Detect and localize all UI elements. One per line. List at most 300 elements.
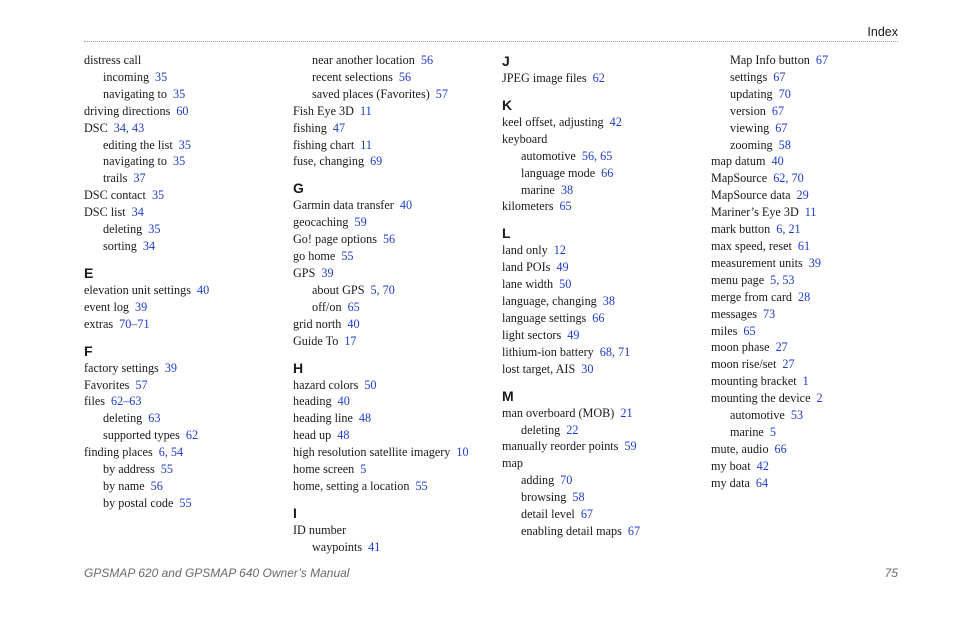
index-term: distress call: [84, 53, 142, 67]
index-entry: [84, 282, 284, 299]
index-term: sorting: [103, 238, 137, 253]
page-reference-link[interactable]: 35: [172, 86, 186, 101]
index-term: about GPS: [312, 282, 365, 297]
index-entry: [502, 242, 702, 259]
page-reference-link[interactable]: 27: [775, 340, 788, 355]
page-reference-link[interactable]: 62: [592, 71, 605, 85]
index-term: map datum: [711, 154, 766, 169]
index-entry: [502, 327, 702, 344]
page-reference-link[interactable]: 62, 70: [773, 171, 804, 186]
page-reference-link[interactable]: 30: [581, 361, 594, 376]
index-subentry: [84, 153, 284, 170]
page-reference-link[interactable]: 67: [627, 523, 641, 538]
page-reference-link[interactable]: 62: [185, 428, 199, 443]
index-term: fishing: [293, 120, 327, 135]
page-reference-link[interactable]: 56: [150, 478, 163, 493]
index-term: navigating to: [103, 154, 167, 169]
index-term: deleting: [103, 411, 143, 426]
page-number: 75: [884, 566, 898, 580]
index-entry: [84, 299, 284, 316]
page-reference-link[interactable]: 39: [321, 265, 334, 280]
index-entry: [711, 238, 911, 255]
index-entry: [711, 373, 911, 390]
page-reference-link[interactable]: 67: [580, 507, 593, 522]
page-reference-link[interactable]: 55: [160, 462, 173, 477]
index-term: navigating to: [103, 86, 167, 101]
index-entry: [502, 259, 702, 276]
section-letter-heading: G: [293, 180, 304, 197]
page-reference-link[interactable]: 67: [775, 120, 788, 135]
index-entry: [711, 153, 911, 170]
index-entry: [502, 131, 702, 148]
index-term: Go! page options: [293, 232, 377, 247]
index-term: merge from card: [711, 289, 792, 304]
index-term: kilometers: [502, 199, 554, 214]
page-reference-link[interactable]: 34: [131, 205, 144, 220]
index-term: updating: [730, 86, 773, 101]
index-term: DSC contact: [84, 188, 146, 203]
page-reference-link[interactable]: 55: [179, 495, 192, 510]
index-entry: [502, 276, 702, 293]
index-term: GPS: [293, 265, 316, 280]
index-term: DSC: [84, 120, 108, 135]
index-subentry: [711, 69, 911, 86]
index-term: near another location: [312, 53, 415, 67]
page-reference-link[interactable]: 10: [456, 445, 469, 460]
page-reference-link[interactable]: 55: [415, 478, 428, 493]
index-term: language mode: [521, 165, 596, 180]
index-subentry: [84, 170, 284, 187]
index-entry: [711, 475, 911, 492]
page-reference-link[interactable]: 67: [815, 53, 829, 67]
index-entry: [293, 444, 493, 461]
index-term: mounting the device: [711, 391, 811, 406]
index-entry: [84, 360, 284, 377]
page-reference-link[interactable]: 70: [560, 473, 573, 488]
page-reference-link[interactable]: 59: [624, 439, 637, 454]
index-entry: [293, 231, 493, 248]
page-reference-link[interactable]: 64: [755, 475, 769, 490]
page-reference-link[interactable]: 35: [155, 69, 168, 84]
index-term: recent selections: [312, 69, 393, 84]
index-term: zooming: [730, 137, 773, 152]
index-term: automotive: [521, 148, 576, 163]
index-entry: [293, 478, 493, 495]
index-subentry: [293, 299, 493, 316]
index-entry: [293, 214, 493, 231]
page-reference-link[interactable]: 40: [771, 154, 784, 169]
page-reference-link[interactable]: 65: [559, 199, 572, 214]
page-reference-link[interactable]: 11: [360, 137, 373, 152]
index-term: light sectors: [502, 327, 562, 342]
index-term: by name: [103, 478, 145, 493]
page-reference-link[interactable]: 56, 65: [581, 148, 613, 163]
page-reference-link[interactable]: 35: [172, 154, 186, 169]
index-subentry: [293, 69, 493, 86]
index-term: language, changing: [502, 294, 597, 309]
index-subentry: [84, 137, 284, 154]
index-term: mounting bracket: [711, 374, 797, 389]
index-term: factory settings: [84, 360, 159, 375]
index-entry: [502, 361, 702, 378]
index-term: grid north: [293, 316, 342, 331]
index-entry: [711, 221, 911, 238]
index-subentry: [502, 523, 702, 540]
index-subentry: [711, 120, 911, 137]
index-entry: [293, 427, 493, 444]
page-reference-link[interactable]: 35: [151, 188, 165, 203]
section-letter-heading: H: [293, 359, 304, 376]
index-entry: [502, 405, 702, 422]
index-entry: [84, 103, 284, 120]
index-subentry: [293, 282, 493, 299]
page-reference-link[interactable]: 39: [135, 299, 148, 314]
index-entry: [711, 306, 911, 323]
index-term: Garmin data transfer: [293, 198, 394, 213]
index-subentry: [502, 506, 702, 523]
index-term: home, setting a location: [293, 478, 410, 493]
index-subentry: [711, 103, 911, 120]
index-subentry: [502, 422, 702, 439]
index-entry: [711, 272, 911, 289]
index-entry: [711, 458, 911, 475]
index-entry: [502, 198, 702, 215]
page-reference-link[interactable]: 42: [609, 114, 622, 129]
page-reference-link[interactable]: 70–71: [119, 316, 150, 331]
index-entry: [711, 289, 911, 306]
page-reference-link[interactable]: 49: [556, 260, 569, 275]
section-letter-heading: L: [502, 225, 511, 242]
index-subentry: [84, 461, 284, 478]
page-reference-link[interactable]: 2: [816, 391, 823, 406]
page-reference-link[interactable]: 53: [790, 408, 804, 423]
index-term: incoming: [103, 69, 150, 84]
index-term: settings: [730, 69, 768, 84]
page-reference-link[interactable]: 48: [337, 428, 350, 443]
page-reference-link[interactable]: 29: [796, 188, 809, 203]
page-reference-link[interactable]: 38: [560, 182, 574, 197]
index-term: mute, audio: [711, 441, 769, 456]
page-reference-link[interactable]: 40: [337, 394, 350, 409]
index-term: miles: [711, 323, 738, 338]
index-subentry: [711, 52, 911, 69]
page-reference-link[interactable]: 6, 54: [158, 445, 184, 460]
index-entry: [711, 390, 911, 407]
page-reference-link[interactable]: 65: [743, 323, 756, 338]
index-subentry: [293, 52, 493, 69]
header-divider: [84, 41, 898, 42]
page-reference-link[interactable]: 35: [178, 137, 191, 152]
section-letter-heading: M: [502, 387, 514, 404]
page-reference-link[interactable]: 40: [347, 316, 360, 331]
index-term: MapSource data: [711, 188, 791, 203]
index-entry: [711, 170, 911, 187]
index-entry: [293, 410, 493, 427]
page-reference-link[interactable]: 70: [778, 86, 791, 101]
index-term: editing the list: [103, 137, 173, 152]
page-reference-link[interactable]: 73: [763, 306, 776, 321]
section-letter-heading: J: [502, 53, 510, 69]
index-term: by postal code: [103, 495, 174, 510]
index-term: supported types: [103, 428, 180, 443]
index-entry: [293, 197, 493, 214]
index-entry: [711, 323, 911, 340]
index-entry: [711, 187, 911, 204]
index-term: saved places (Favorites): [312, 86, 430, 101]
index-term: heading line: [293, 411, 353, 426]
index-entry: [293, 461, 493, 478]
index-entry: [293, 265, 493, 282]
section-letter-heading: F: [84, 342, 93, 359]
page-reference-link[interactable]: 48: [358, 411, 372, 426]
index-term: my boat: [711, 458, 751, 473]
index-subentry: [84, 478, 284, 495]
index-term: manually reorder points: [502, 439, 619, 454]
page-reference-link[interactable]: 63: [148, 411, 161, 426]
page-reference-link[interactable]: 56: [382, 232, 396, 247]
index-term: measurement units: [711, 255, 803, 270]
index-subentry: [293, 86, 493, 103]
page-reference-link[interactable]: 50: [364, 377, 377, 392]
index-term: files: [84, 394, 105, 409]
page-reference-link[interactable]: 5: [360, 462, 367, 477]
index-term: high resolution satellite imagery: [293, 445, 451, 460]
index-subentry: [502, 182, 702, 199]
page-reference-link[interactable]: 50: [559, 277, 572, 292]
manual-title: GPSMAP 620 and GPSMAP 640 Owner’s Manual: [84, 566, 350, 580]
index-entry: [293, 248, 493, 265]
page-reference-link[interactable]: 42: [756, 458, 769, 473]
index-term: browsing: [521, 490, 567, 505]
page-reference-link[interactable]: 47: [332, 120, 346, 135]
page-reference-link[interactable]: 67: [771, 103, 785, 118]
page-reference-link[interactable]: 56: [420, 53, 434, 67]
index-subentry: [84, 238, 284, 255]
index-term: deleting: [521, 422, 561, 437]
index-entry: [84, 187, 284, 204]
page-reference-link[interactable]: 66: [774, 441, 787, 456]
index-term: keel offset, adjusting: [502, 114, 604, 129]
page-reference-link[interactable]: 5, 70: [370, 282, 395, 297]
page-reference-link[interactable]: 6, 21: [776, 222, 801, 237]
index-entry: [84, 316, 284, 333]
index-term: lost target, AIS: [502, 361, 576, 376]
index-term: map: [502, 456, 523, 471]
index-term: finding places: [84, 445, 153, 460]
index-column-2: [293, 52, 493, 556]
index-entry: [84, 377, 284, 394]
page-reference-link[interactable]: 58: [778, 137, 791, 152]
index-entry: [84, 444, 284, 461]
page-reference-link[interactable]: 37: [133, 171, 146, 186]
index-subentry: [502, 472, 702, 489]
index-term: language settings: [502, 310, 587, 325]
section-letter-heading: K: [502, 96, 513, 113]
index-term: Fish Eye 3D: [293, 103, 354, 118]
index-term: mark button: [711, 222, 771, 237]
index-subentry: [84, 221, 284, 238]
index-entry: [293, 120, 493, 137]
page-reference-link[interactable]: 38: [602, 294, 615, 309]
page-reference-link[interactable]: 40: [196, 282, 210, 297]
index-term: extras: [84, 316, 114, 331]
index-term: elevation unit settings: [84, 282, 191, 297]
index-subentry: [502, 148, 702, 165]
page-reference-link[interactable]: 5, 53: [770, 272, 795, 287]
index-term: menu page: [711, 272, 765, 287]
index-entry: [502, 310, 702, 327]
index-term: driving directions: [84, 103, 171, 118]
index-entry: [711, 339, 911, 356]
index-term: marine: [730, 424, 764, 439]
index-subentry: [711, 424, 911, 441]
index-term: version: [730, 103, 766, 118]
page-reference-link[interactable]: 55: [341, 249, 354, 264]
section-letter-heading: E: [84, 264, 94, 281]
page-reference-link[interactable]: 5: [769, 424, 776, 439]
index-entry: [502, 70, 702, 87]
index-term: deleting: [103, 222, 143, 237]
page-reference-link[interactable]: 21: [620, 405, 633, 420]
index-term: keyboard: [502, 131, 548, 146]
index-term: head up: [293, 428, 332, 443]
index-term: detail level: [521, 507, 575, 522]
page-reference-link[interactable]: 41: [368, 539, 381, 554]
index-term: DSC list: [84, 205, 126, 220]
index-term: home screen: [293, 462, 355, 477]
index-term: event log: [84, 299, 130, 314]
index-entry: [502, 455, 702, 472]
index-subentry: [711, 86, 911, 103]
section-label: Index: [867, 25, 898, 39]
index-entry: [502, 344, 702, 361]
index-entry: [84, 120, 284, 137]
index-term: hazard colors: [293, 377, 359, 392]
index-term: by address: [103, 462, 155, 477]
index-term: moon phase: [711, 340, 770, 355]
index-entry: [84, 204, 284, 221]
index-subentry: [711, 137, 911, 154]
index-entry: [711, 204, 911, 221]
page-reference-link[interactable]: 34, 43: [113, 120, 145, 135]
index-term: go home: [293, 249, 336, 264]
index-term: marine: [521, 182, 555, 197]
page-reference-link[interactable]: 40: [399, 198, 413, 213]
page-reference-link[interactable]: 69: [370, 154, 383, 169]
index-subentry: [84, 495, 284, 512]
page-reference-link[interactable]: 65: [347, 299, 360, 314]
index-term: enabling detail maps: [521, 523, 622, 538]
page-reference-link[interactable]: 61: [797, 238, 811, 253]
page-reference-link[interactable]: 35: [148, 222, 161, 237]
index-entry: [84, 393, 284, 410]
page-reference-link[interactable]: 11: [804, 205, 817, 220]
page-reference-link[interactable]: 49: [567, 327, 580, 342]
section-letter-heading: I: [293, 504, 297, 521]
index-entry: [502, 438, 702, 455]
index-subentry: [711, 407, 911, 424]
page-reference-link[interactable]: 39: [164, 360, 177, 375]
index-term: land POIs: [502, 260, 551, 275]
index-term: max speed, reset: [711, 238, 792, 253]
index-entry: [711, 356, 911, 373]
index-column-1: [84, 52, 284, 512]
index-term: viewing: [730, 120, 770, 135]
index-term: messages: [711, 306, 758, 321]
page-reference-link[interactable]: 1: [802, 374, 809, 389]
index-term: geocaching: [293, 215, 349, 230]
index-subentry: [293, 539, 493, 556]
index-term: Map Info button: [730, 53, 810, 67]
page-reference-link[interactable]: 17: [344, 333, 357, 348]
page-reference-link[interactable]: 28: [798, 289, 811, 304]
index-term: lithium-ion battery: [502, 344, 594, 359]
index-entry: [293, 316, 493, 333]
index-term: ID number: [293, 522, 347, 537]
page-reference-link[interactable]: 57: [435, 86, 448, 101]
index-term: moon rise/set: [711, 357, 777, 372]
page-reference-link[interactable]: 58: [572, 490, 585, 505]
index-term: fuse, changing: [293, 154, 365, 169]
page-reference-link[interactable]: 56: [398, 69, 412, 84]
index-subentry: [502, 165, 702, 182]
index-term: heading: [293, 394, 332, 409]
page-reference-link[interactable]: 34: [142, 238, 156, 253]
index-entry: [84, 52, 284, 69]
index-term: Favorites: [84, 377, 130, 392]
index-subentry: [84, 427, 284, 444]
page-reference-link[interactable]: 39: [808, 255, 821, 270]
index-column-4: [711, 52, 911, 492]
page-reference-link[interactable]: 27: [782, 357, 795, 372]
page-reference-link[interactable]: 66: [592, 310, 605, 325]
index-term: my data: [711, 475, 750, 490]
index-entry: [293, 153, 493, 170]
page-reference-link[interactable]: 11: [359, 103, 372, 118]
index-term: Guide To: [293, 333, 339, 348]
page-reference-link[interactable]: 22: [566, 422, 579, 437]
index-entry: [502, 293, 702, 310]
index-term: waypoints: [312, 539, 363, 554]
index-term: Mariner’s Eye 3D: [711, 205, 799, 220]
index-entry: [711, 255, 911, 272]
index-entry: [711, 441, 911, 458]
index-term: man overboard (MOB): [502, 405, 615, 420]
index-term: land only: [502, 243, 548, 258]
index-term: adding: [521, 473, 555, 488]
index-entry: [293, 103, 493, 120]
index-term: trails: [103, 171, 128, 186]
page-reference-link[interactable]: 62–63: [110, 394, 142, 409]
index-entry: [502, 114, 702, 131]
page-reference-link[interactable]: 68, 71: [599, 344, 631, 359]
index-subentry: [84, 86, 284, 103]
index-subentry: [84, 410, 284, 427]
index-term: fishing chart: [293, 137, 355, 152]
index-term: automotive: [730, 408, 785, 423]
page-reference-link[interactable]: 57: [135, 377, 148, 392]
page-reference-link[interactable]: 59: [354, 215, 367, 230]
index-entry: [293, 137, 493, 154]
index-term: off/on: [312, 299, 342, 314]
index-term: lane width: [502, 277, 554, 292]
index-column-3: [502, 52, 702, 540]
page-reference-link[interactable]: 66: [601, 165, 614, 180]
page-reference-link[interactable]: 12: [553, 243, 566, 258]
page-reference-link[interactable]: 60: [176, 103, 189, 118]
index-subentry: [502, 489, 702, 506]
page-reference-link[interactable]: 67: [773, 69, 786, 84]
